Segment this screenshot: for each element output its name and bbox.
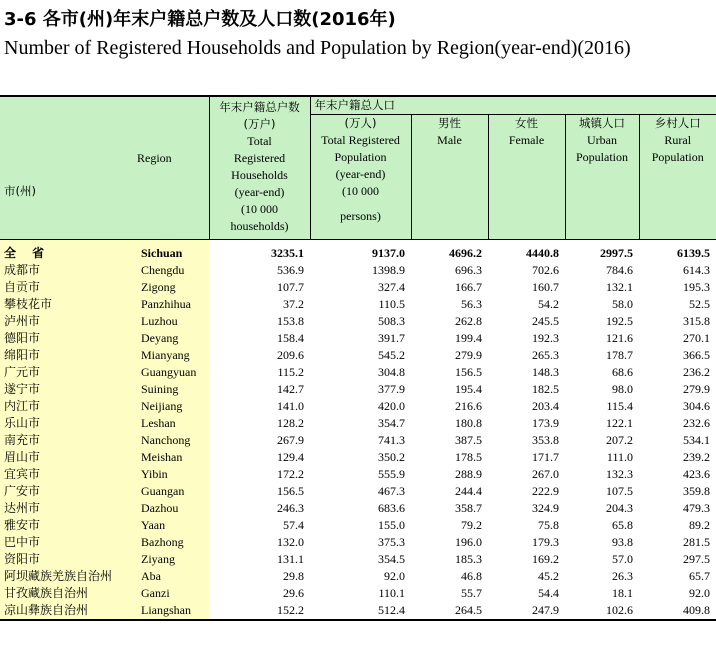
- region-en-cell: Meishan: [133, 449, 209, 466]
- rural-cell: 409.8: [639, 602, 716, 620]
- rural-cell: 6139.5: [677, 246, 710, 260]
- households-cell: 152.2: [209, 602, 310, 620]
- urban-cell: 192.5: [606, 314, 633, 328]
- table-row: [0, 500, 716, 517]
- female-cell: 4440.8: [526, 246, 559, 260]
- households-cell: 115.2: [277, 365, 304, 379]
- header-male-cn: 男性: [438, 116, 461, 130]
- table-body: [0, 240, 716, 621]
- population-cell: 555.9: [378, 467, 405, 481]
- population-cell: 545.2: [378, 348, 405, 362]
- region-cn-cell: 眉山市: [0, 449, 133, 466]
- header-population-en-2: Population: [334, 150, 387, 164]
- urban-cell: 122.1: [606, 416, 633, 430]
- urban-cell: 115.4: [606, 399, 633, 413]
- male-cell: 216.6: [455, 399, 482, 413]
- region-cn-cell: 内江市: [0, 398, 133, 415]
- urban-cell: 178.7: [606, 348, 633, 362]
- urban-cell: 102.6: [565, 602, 639, 620]
- table-row: [0, 432, 716, 449]
- male-cell: 4696.2: [449, 246, 482, 260]
- region-en-cell: Zigong: [133, 279, 209, 296]
- urban-cell: 93.8: [612, 535, 633, 549]
- female-cell: 353.8: [532, 433, 559, 447]
- header-households-en-3: Households: [231, 168, 288, 182]
- urban-cell: 111.0: [606, 450, 633, 464]
- table-row: [0, 330, 716, 347]
- female-cell: 247.9: [488, 602, 565, 620]
- urban-cell: 65.8: [612, 518, 633, 532]
- data-table-container: [0, 95, 716, 621]
- population-cell: 9137.0: [372, 246, 405, 260]
- urban-cell: 98.0: [612, 382, 633, 396]
- region-en-cell: Neijiang: [133, 398, 209, 415]
- region-cn-cell: 德阳市: [0, 330, 133, 347]
- rural-cell: 232.6: [683, 416, 710, 430]
- header-male: [411, 115, 488, 236]
- population-cell: 741.3: [378, 433, 405, 447]
- page-title-en: Number of Registered Households and Population by Region(year-end)(2016): [4, 37, 631, 59]
- households-cell: 156.5: [277, 484, 304, 498]
- header-population: [310, 115, 411, 236]
- header-rural-en-2: Population: [651, 150, 704, 164]
- rural-cell: 479.3: [683, 501, 710, 515]
- female-cell: 192.3: [532, 331, 559, 345]
- male-cell: 178.5: [455, 450, 482, 464]
- urban-cell: 121.6: [606, 331, 633, 345]
- table-row: [0, 466, 716, 483]
- header-female-cn: 女性: [515, 116, 538, 130]
- male-cell: 180.8: [455, 416, 482, 430]
- households-cell: 132.0: [277, 535, 304, 549]
- table-row: [0, 534, 716, 551]
- table-row: [0, 602, 716, 620]
- region-cn-cell: 广元市: [0, 364, 133, 381]
- header-urban: [565, 115, 639, 236]
- rural-cell: 534.1: [683, 433, 710, 447]
- households-cell: 3235.1: [271, 246, 304, 260]
- male-cell: 279.9: [455, 348, 482, 362]
- table-row: [0, 449, 716, 466]
- region-cn-cell: 乐山市: [0, 415, 133, 432]
- rural-cell: 52.5: [689, 297, 710, 311]
- rural-cell: 304.6: [683, 399, 710, 413]
- urban-cell: 107.5: [606, 484, 633, 498]
- female-cell: 169.2: [532, 552, 559, 566]
- households-cell: 267.9: [277, 433, 304, 447]
- rural-cell: 89.2: [689, 518, 710, 532]
- region-en-cell: Liangshan: [133, 602, 209, 620]
- urban-cell: 18.1: [612, 586, 633, 600]
- region-en-cell: Sichuan: [133, 240, 209, 263]
- population-cell: 683.6: [378, 501, 405, 515]
- rural-cell: 279.9: [683, 382, 710, 396]
- households-cell: 142.7: [277, 382, 304, 396]
- rural-cell: 297.5: [683, 552, 710, 566]
- female-cell: 324.9: [532, 501, 559, 515]
- male-cell: 79.2: [461, 518, 482, 532]
- region-en-cell: Guangan: [133, 483, 209, 500]
- female-cell: 75.8: [538, 518, 559, 532]
- header-rural-en-1: Rural: [664, 133, 692, 147]
- region-en-cell: Guangyuan: [133, 364, 209, 381]
- male-cell: 195.4: [455, 382, 482, 396]
- households-cell: 129.4: [277, 450, 304, 464]
- population-cell: 155.0: [378, 518, 405, 532]
- male-cell: 387.5: [455, 433, 482, 447]
- urban-cell: 68.6: [612, 365, 633, 379]
- header-households: [209, 96, 310, 235]
- header-rural-cn: 乡村人口: [654, 116, 701, 130]
- households-cell: 172.2: [277, 467, 304, 481]
- header-urban-cn: 城镇人口: [579, 116, 625, 130]
- urban-cell: 207.2: [606, 433, 633, 447]
- urban-cell: 784.6: [606, 263, 633, 277]
- table-row: [0, 398, 716, 415]
- households-cell: 158.4: [277, 331, 304, 345]
- table-row: [0, 313, 716, 330]
- region-en-cell: Suining: [133, 381, 209, 398]
- region-en-cell: Yibin: [133, 466, 209, 483]
- urban-cell: 204.3: [606, 501, 633, 515]
- table-row: [0, 568, 716, 585]
- header-female: [488, 115, 565, 236]
- region-cn-cell: 成都市: [0, 262, 133, 279]
- region-cn-cell: 攀枝花市: [0, 296, 133, 313]
- households-cell: 128.2: [277, 416, 304, 430]
- region-cn-cell: 泸州市: [0, 313, 133, 330]
- male-cell: 166.7: [455, 280, 482, 294]
- female-cell: 173.9: [532, 416, 559, 430]
- female-cell: 245.5: [532, 314, 559, 328]
- header-population-cn: 年末户籍总人口: [314, 98, 395, 112]
- data-table: [0, 95, 716, 621]
- table-row: [0, 296, 716, 313]
- header-region-en-label: Region: [137, 151, 172, 165]
- population-cell: 467.3: [378, 484, 405, 498]
- rural-cell: 281.5: [683, 535, 710, 549]
- header-households-en-2: Registered: [233, 151, 286, 165]
- header-households-unit-cn: (万户): [243, 117, 276, 131]
- male-cell: 196.0: [455, 535, 482, 549]
- region-cn-cell: 甘孜藏族自治州: [0, 585, 133, 602]
- table-row: [0, 517, 716, 534]
- population-cell: 420.0: [378, 399, 405, 413]
- header-households-en-1: Total: [247, 134, 272, 148]
- header-urban-en-1: Urban: [587, 133, 617, 147]
- female-cell: 182.5: [532, 382, 559, 396]
- population-cell: 375.3: [378, 535, 405, 549]
- header-population-en-3: (year-end): [335, 167, 386, 181]
- households-cell: 107.7: [277, 280, 304, 294]
- rural-cell: 423.6: [683, 467, 710, 481]
- female-cell: 267.0: [532, 467, 559, 481]
- population-cell: 110.5: [378, 297, 405, 311]
- rural-cell: 270.1: [683, 331, 710, 345]
- region-cn-cell: 遂宁市: [0, 381, 133, 398]
- header-population-en-5: persons): [340, 209, 381, 223]
- region-cn-cell: 广安市: [0, 483, 133, 500]
- male-cell: 56.3: [461, 297, 482, 311]
- female-cell: 265.3: [532, 348, 559, 362]
- header-male-en: Male: [437, 133, 462, 147]
- region-cn-cell: 绵阳市: [0, 347, 133, 364]
- households-cell: 209.6: [277, 348, 304, 362]
- region-cn-cell: 凉山彝族自治州: [0, 602, 133, 620]
- rural-cell: 195.3: [683, 280, 710, 294]
- rural-cell: 366.5: [683, 348, 710, 362]
- population-cell: 377.9: [378, 382, 405, 396]
- header-population-en-1: Total Registered: [321, 133, 400, 147]
- male-cell: 264.5: [411, 602, 488, 620]
- male-cell: 696.3: [455, 263, 482, 277]
- population-cell: 354.5: [378, 552, 405, 566]
- header-population-unit-cn: (万人): [344, 116, 377, 130]
- households-cell: 57.4: [283, 518, 304, 532]
- table-row: [0, 279, 716, 296]
- male-cell: 199.4: [455, 331, 482, 345]
- female-cell: 160.7: [532, 280, 559, 294]
- rural-cell: 614.3: [683, 263, 710, 277]
- female-cell: 702.6: [532, 263, 559, 277]
- rural-cell: 315.8: [683, 314, 710, 328]
- region-en-cell: Dazhou: [133, 500, 209, 517]
- header-urban-en-2: Population: [575, 150, 628, 164]
- header-rural: [639, 115, 716, 236]
- population-cell: 508.3: [378, 314, 405, 328]
- female-cell: 54.2: [538, 297, 559, 311]
- header-region-cn: [0, 96, 133, 235]
- male-cell: 185.3: [455, 552, 482, 566]
- rural-cell: 359.8: [683, 484, 710, 498]
- urban-cell: 58.0: [612, 297, 633, 311]
- male-cell: 55.7: [461, 586, 482, 600]
- population-cell: 1398.9: [372, 263, 405, 277]
- region-en-cell: Luzhou: [133, 313, 209, 330]
- population-cell: 354.7: [378, 416, 405, 430]
- households-cell: 29.6: [283, 586, 304, 600]
- population-cell: 327.4: [378, 280, 405, 294]
- male-cell: 288.9: [455, 467, 482, 481]
- region-cn-cell: 巴中市: [0, 534, 133, 551]
- urban-cell: 2997.5: [600, 246, 633, 260]
- region-cn-cell: 全 省: [0, 240, 133, 263]
- table-row: [0, 483, 716, 500]
- population-cell: 304.8: [378, 365, 405, 379]
- population-cell: 110.1: [378, 586, 405, 600]
- households-cell: 131.1: [277, 552, 304, 566]
- header-population-span: [411, 96, 716, 115]
- households-cell: 153.8: [277, 314, 304, 328]
- region-en-cell: Ziyang: [133, 551, 209, 568]
- region-en-cell: Panzhihua: [133, 296, 209, 313]
- header-population-en-4: (10 000: [342, 184, 379, 198]
- header-households-en-6: households): [230, 219, 289, 233]
- region-en-cell: Aba: [133, 568, 209, 585]
- urban-cell: 132.1: [606, 280, 633, 294]
- region-en-cell: Nanchong: [133, 432, 209, 449]
- male-cell: 244.4: [455, 484, 482, 498]
- table-row: [0, 262, 716, 279]
- region-cn-cell: 自贡市: [0, 279, 133, 296]
- table-row: [0, 585, 716, 602]
- region-en-cell: Yaan: [133, 517, 209, 534]
- population-cell: 92.0: [384, 569, 405, 583]
- region-cn-cell: 资阳市: [0, 551, 133, 568]
- households-cell: 536.9: [277, 263, 304, 277]
- rural-cell: 239.2: [683, 450, 710, 464]
- urban-cell: 57.0: [612, 552, 633, 566]
- female-cell: 203.4: [532, 399, 559, 413]
- female-cell: 148.3: [532, 365, 559, 379]
- female-cell: 45.2: [538, 569, 559, 583]
- rural-cell: 236.2: [683, 365, 710, 379]
- header-population-cn-cell: [310, 96, 411, 115]
- female-cell: 222.9: [532, 484, 559, 498]
- urban-cell: 26.3: [612, 569, 633, 583]
- region-en-cell: Bazhong: [133, 534, 209, 551]
- table-row: [0, 381, 716, 398]
- female-cell: 171.7: [532, 450, 559, 464]
- header-region-cn-label: 市(州): [4, 183, 36, 198]
- male-cell: 358.7: [455, 501, 482, 515]
- table-row: [0, 551, 716, 568]
- male-cell: 262.8: [455, 314, 482, 328]
- rural-cell: 92.0: [689, 586, 710, 600]
- population-cell: 512.4: [310, 602, 411, 620]
- region-en-cell: Ganzi: [133, 585, 209, 602]
- header-households-en-4: (year-end): [234, 185, 285, 199]
- male-cell: 46.8: [461, 569, 482, 583]
- region-en-cell: Leshan: [133, 415, 209, 432]
- header-female-en: Female: [508, 133, 545, 147]
- rural-cell: 65.7: [689, 569, 710, 583]
- table-row: [0, 240, 716, 263]
- region-cn-cell: 雅安市: [0, 517, 133, 534]
- households-cell: 246.3: [277, 501, 304, 515]
- female-cell: 54.4: [538, 586, 559, 600]
- page-title-cn: 3-6 各市(州)年末户籍总户数及人口数(2016年): [4, 9, 396, 30]
- region-cn-cell: 宜宾市: [0, 466, 133, 483]
- header-households-cn: 年末户籍总户数: [219, 100, 300, 114]
- population-cell: 350.2: [378, 450, 405, 464]
- region-en-cell: Deyang: [133, 330, 209, 347]
- region-cn-cell: 达州市: [0, 500, 133, 517]
- households-cell: 141.0: [277, 399, 304, 413]
- region-cn-cell: 阿坝藏族羌族自治州: [0, 568, 133, 585]
- urban-cell: 132.3: [606, 467, 633, 481]
- region-en-cell: Chengdu: [133, 262, 209, 279]
- female-cell: 179.3: [532, 535, 559, 549]
- table-row: [0, 364, 716, 381]
- table-row: [0, 415, 716, 432]
- male-cell: 156.5: [455, 365, 482, 379]
- households-cell: 37.2: [283, 297, 304, 311]
- header-region-en: [133, 96, 209, 235]
- population-cell: 391.7: [378, 331, 405, 345]
- region-en-cell: Mianyang: [133, 347, 209, 364]
- table-row: [0, 347, 716, 364]
- header-households-en-5: (10 000: [241, 202, 278, 216]
- region-cn-cell: 南充市: [0, 432, 133, 449]
- households-cell: 29.8: [283, 569, 304, 583]
